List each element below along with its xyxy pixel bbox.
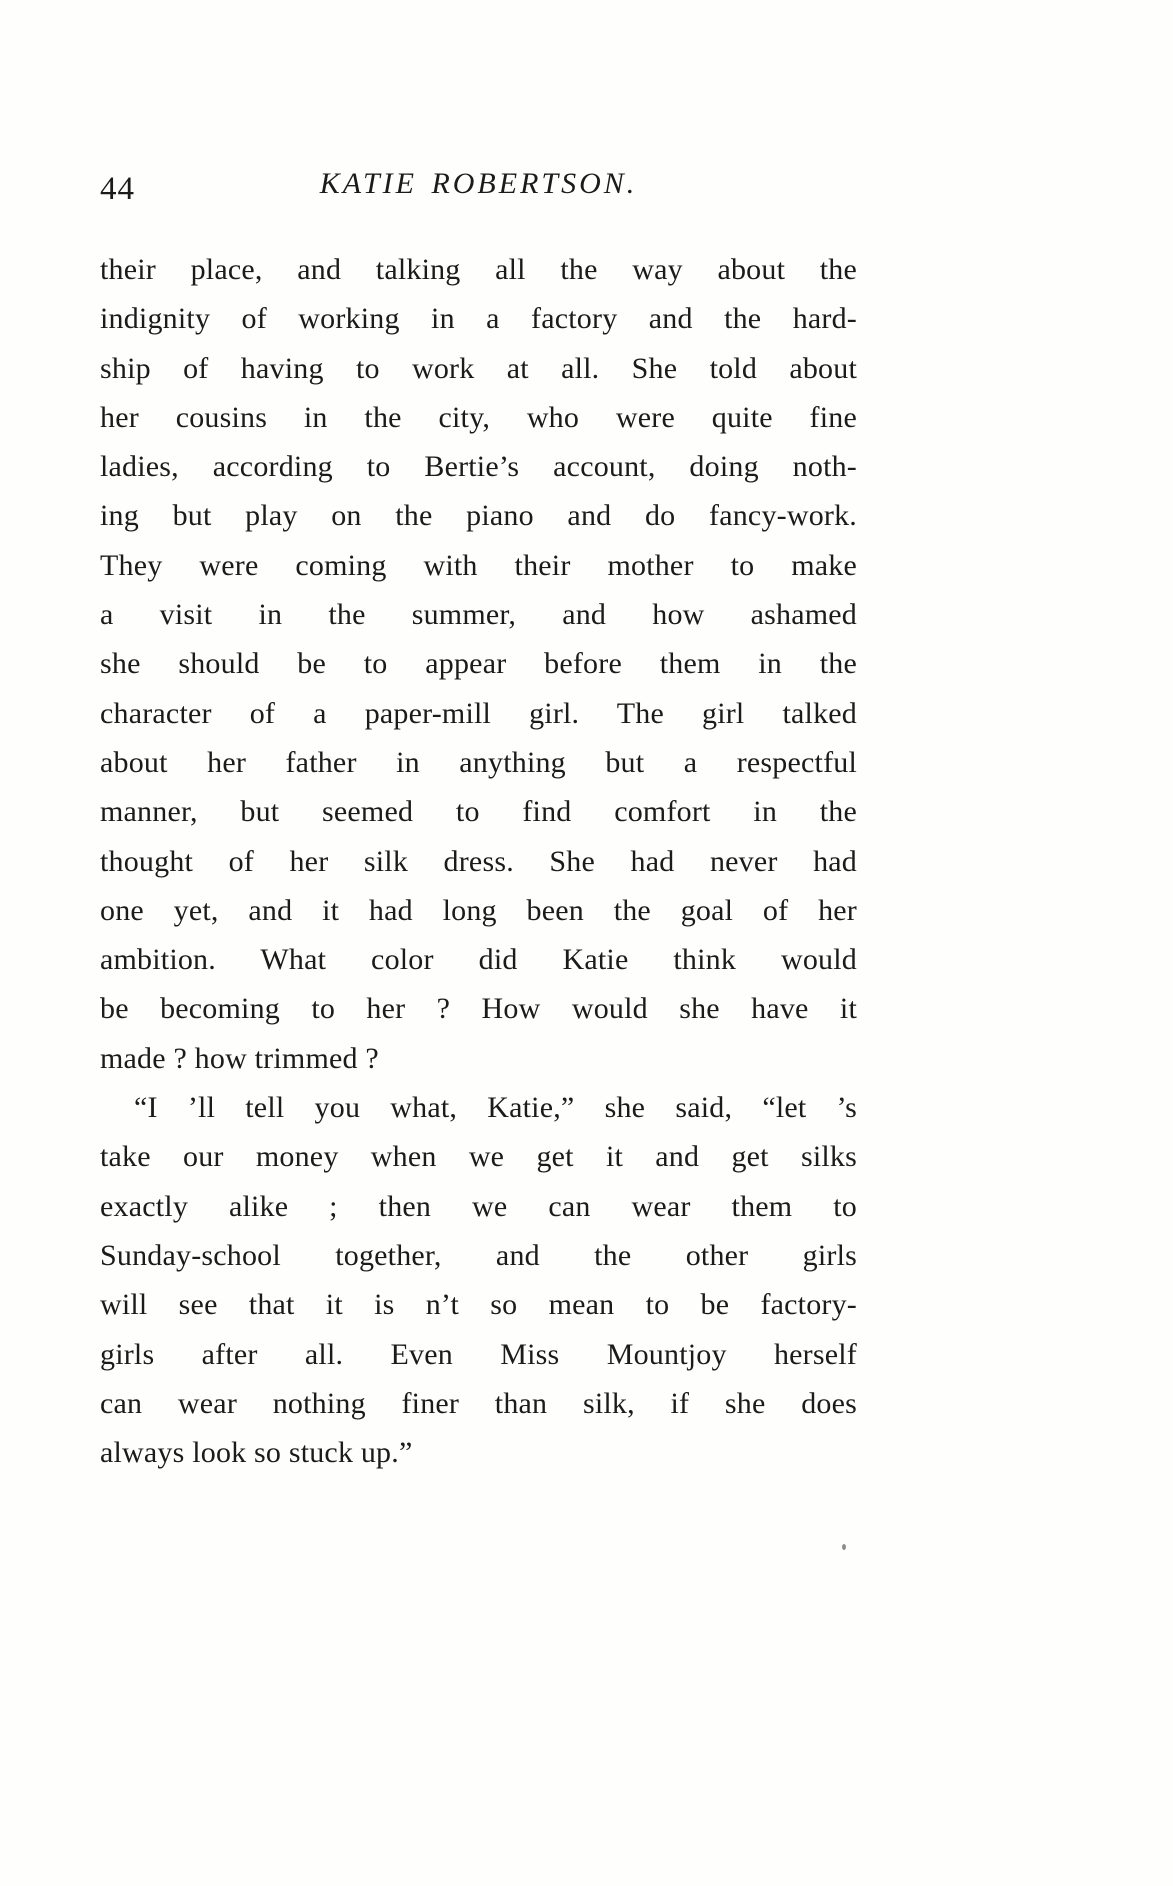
text-line: indignity of working in a factory and the hard- bbox=[100, 302, 857, 336]
page-number: 44 bbox=[100, 171, 135, 207]
running-head: KATIE ROBERTSON. bbox=[319, 167, 638, 200]
text-line: They were coming with their mother to make bbox=[100, 548, 857, 582]
text-line: she should be to appear before them in the bbox=[100, 647, 857, 681]
text-line: her cousins in the city, who were quite fine bbox=[100, 400, 857, 434]
text-line: ship of having to work at all. She told about bbox=[100, 351, 857, 385]
text-line: a visit in the summer, and how ashamed bbox=[100, 598, 857, 632]
scan-artifact-dot bbox=[842, 1544, 846, 1550]
text-line: about her father in anything but a respectful bbox=[100, 745, 857, 779]
page-body bbox=[100, 245, 857, 1477]
text-column bbox=[100, 163, 857, 1477]
page-header bbox=[100, 163, 857, 215]
text-line: thought of her silk dress. She had never had bbox=[100, 844, 857, 878]
text-line: Sunday-school together, and the other girls bbox=[100, 1238, 857, 1272]
text-line: ambition. What color did Katie think would bbox=[100, 943, 857, 977]
text-line: always look so stuck up.” bbox=[100, 1436, 413, 1470]
text-line: will see that it is n’t so mean to be factory- bbox=[100, 1288, 857, 1322]
text-line: one yet, and it had long been the goal of her bbox=[100, 893, 857, 927]
text-line: take our money when we get it and get silks bbox=[100, 1140, 857, 1174]
paragraph bbox=[100, 1083, 857, 1477]
text-line: ing but play on the piano and do fancy-work. bbox=[100, 499, 857, 533]
text-line: manner, but seemed to find comfort in the bbox=[100, 795, 857, 829]
text-line: be becoming to her ? How would she have it bbox=[100, 992, 857, 1026]
text-line: exactly alike ; then we can wear them to bbox=[100, 1189, 857, 1223]
text-line: ladies, according to Bertie’s account, doing noth- bbox=[100, 450, 857, 484]
text-line: their place, and talking all the way about the bbox=[100, 253, 857, 286]
text-line: can wear nothing finer than silk, if she does bbox=[100, 1386, 857, 1420]
text-line: “I ’ll tell you what, Katie,” she said, “let ’s bbox=[134, 1091, 857, 1125]
text-line: girls after all. Even Miss Mountjoy herself bbox=[100, 1337, 857, 1371]
text-line: character of a paper-mill girl. The girl talked bbox=[100, 696, 857, 730]
text-line: made ? how trimmed ? bbox=[100, 1041, 379, 1075]
paragraph bbox=[100, 245, 857, 1083]
